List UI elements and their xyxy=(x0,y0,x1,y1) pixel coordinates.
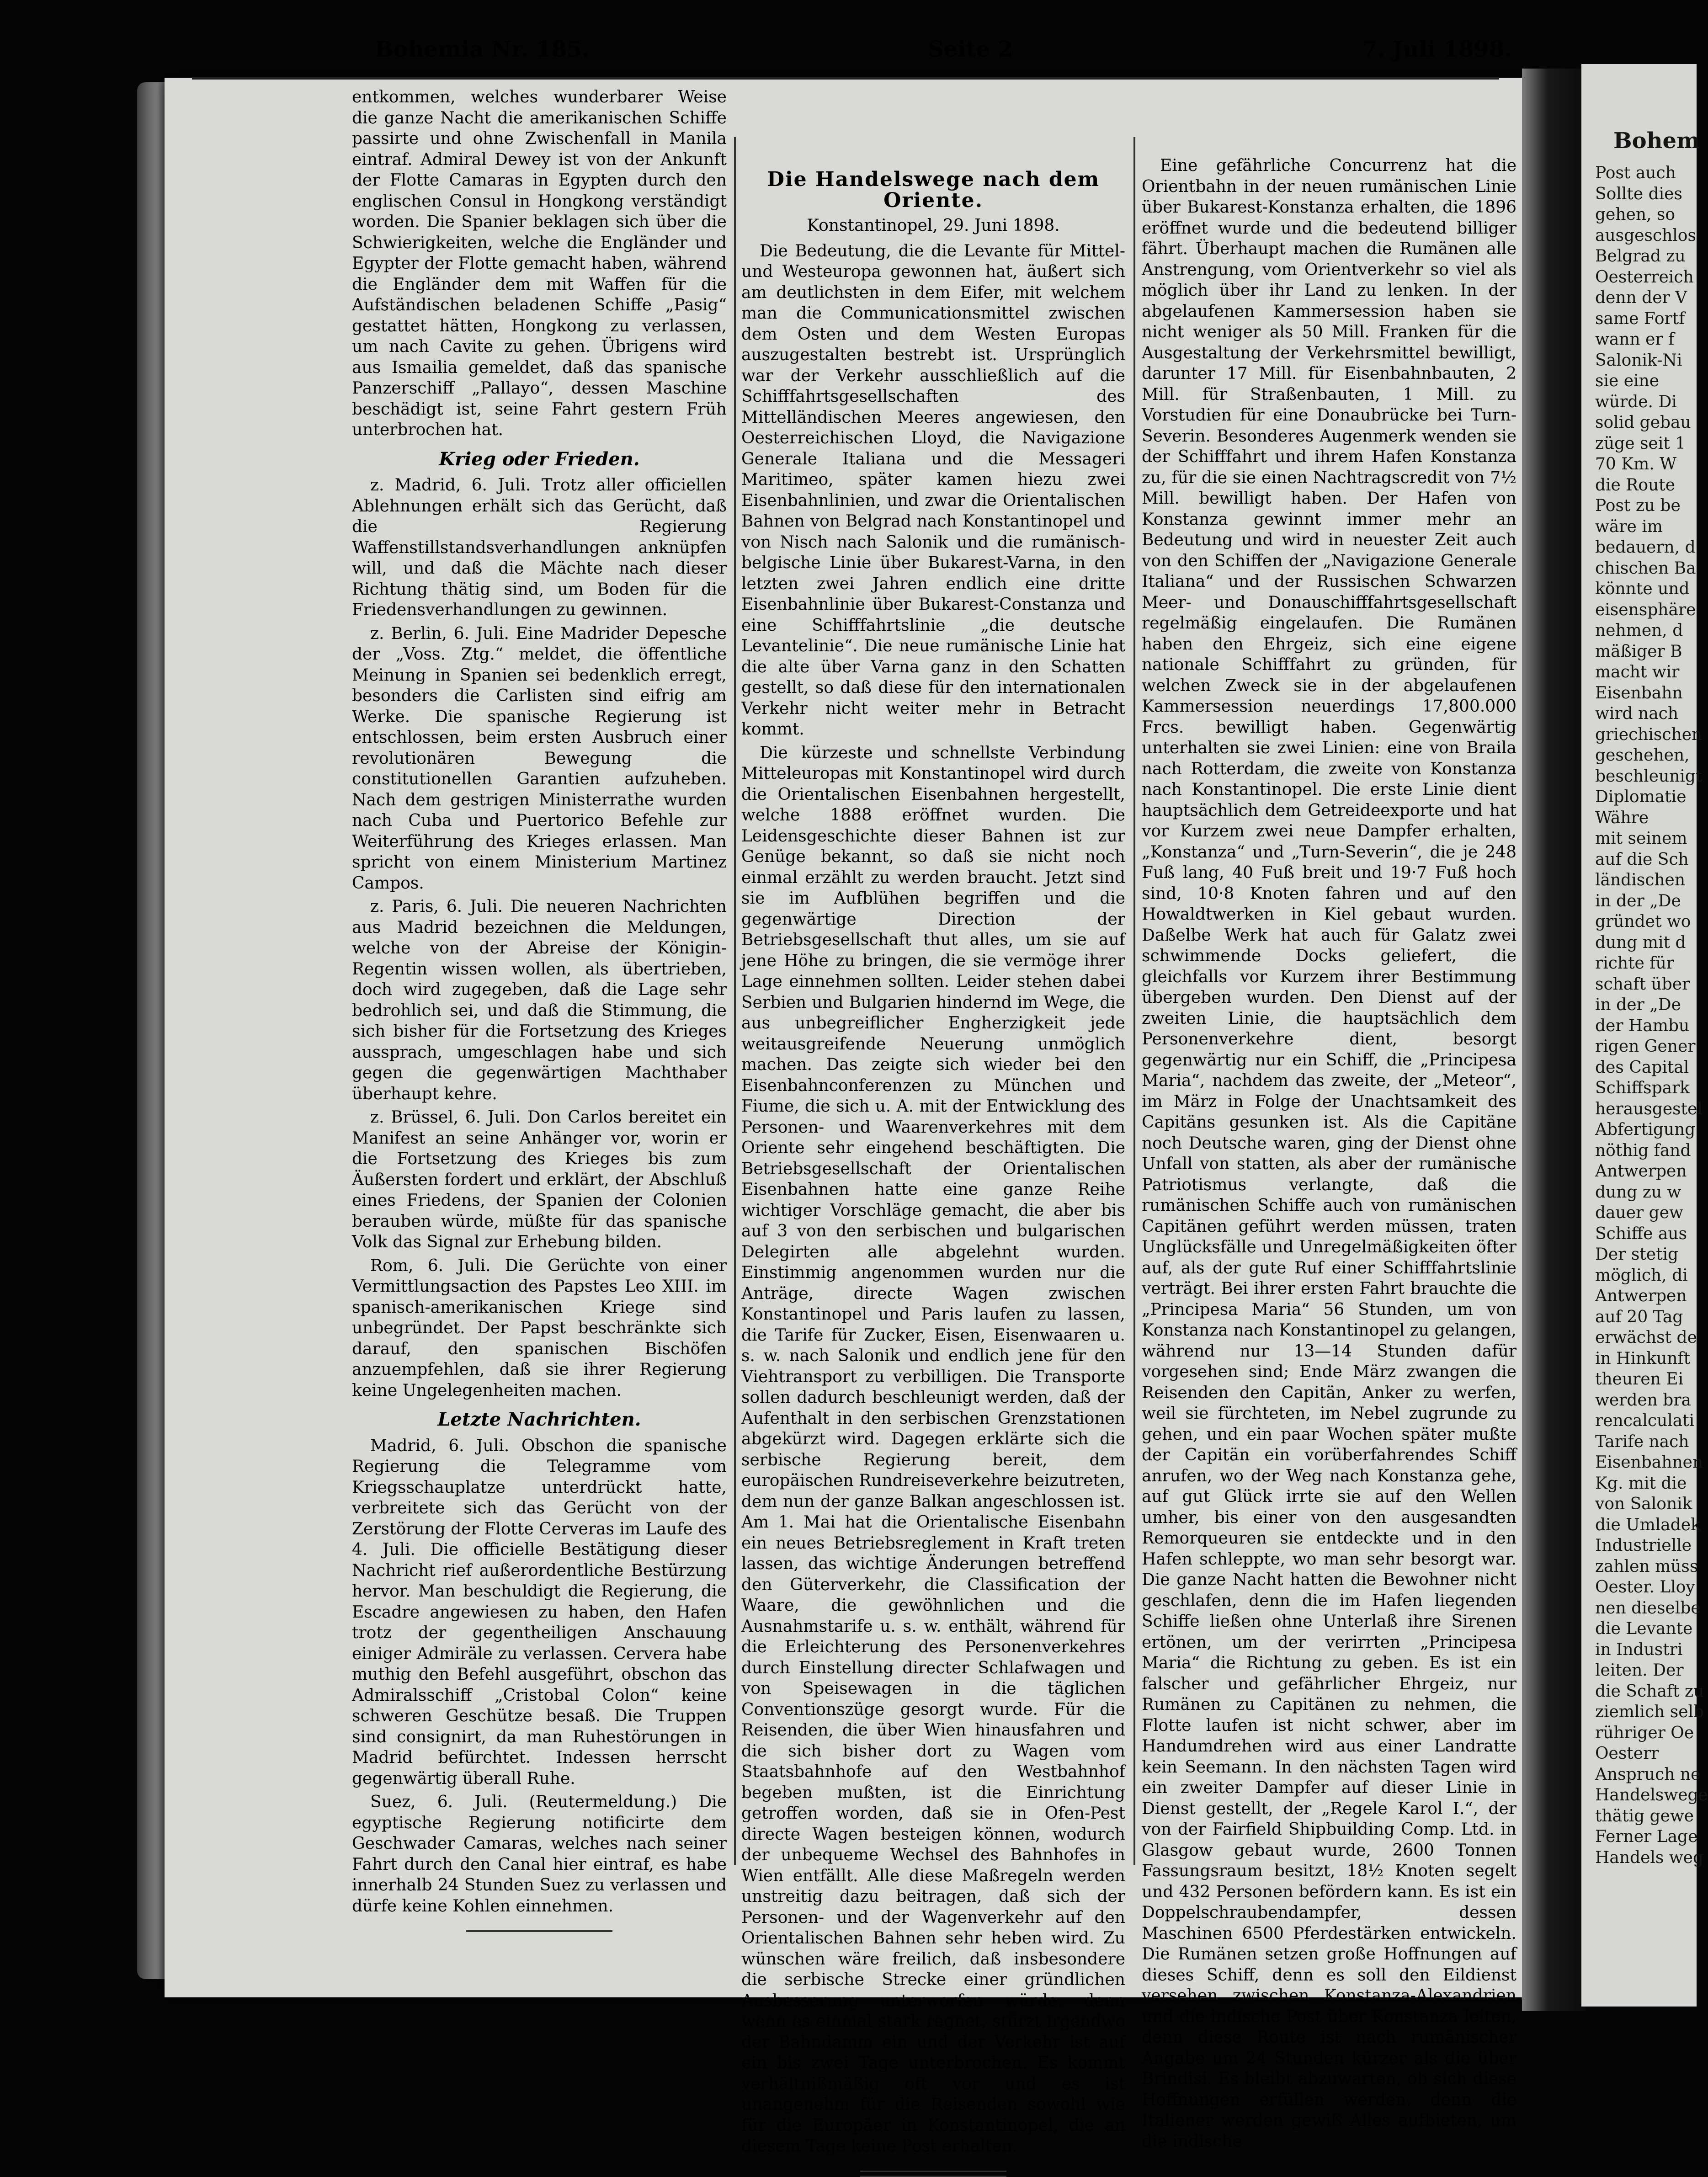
next-page-line: nen dieselbe xyxy=(1595,1598,1701,1618)
next-page-line: die Schaft zu xyxy=(1595,1682,1704,1701)
book-gutter xyxy=(1522,69,1586,2011)
next-page-line: geschehen, xyxy=(1595,746,1690,765)
next-page-line: solid gebau xyxy=(1595,413,1691,432)
next-page-line: erwächst de xyxy=(1595,1328,1697,1347)
next-page-line: Sollte dies xyxy=(1595,184,1682,203)
next-page-line: herausgestel xyxy=(1595,1099,1703,1118)
col1-paris: z. Paris, 6. Juli. Die neueren Nachrichten aus Madrid bezeichnen die Meldungen, welche von der Abreise der Königin-Regentin wissen wollen, als übertrieben, doch wird zugegeben, daß die Lage sehr bedrohlich sei, und daß die Stimmung, die sich bisher für die Fortsetzung des Krieges aussprach, umgeschlagen habe und sich gegen die gegenwärtigen Machthaber überhaupt kehre. xyxy=(352,897,727,1103)
col1-intro: entkommen, welches wunderbarer Weise die ganze Nacht die amerikanischen Schiffe passirte und ohne Zwischenfall in Manila eintraf. Admiral Dewey ist von der Ankunft der Flotte Camaras in Egypten durch den englischen Consul in Hongkong verständigt worden. Die Spanier beklagen sich über die Schwierigkeiten, welche die Engländer und Egypter der Flotte gemacht haben, während die Engländer dem mit Waffen für die Aufständischen beladenen Schiffe „Pasig“ gestattet hätten, Hongkong zu verlassen, um nach Cavite zu gehen. Übrigens wird aus Ismailia gemeldet, daß das spanische Panzerschiff „Pallayo“, dessen Maschine beschädigt ist, seine Fahrt gestern Früh unterbrochen hat. xyxy=(352,88,727,439)
next-page-line: dung zu w xyxy=(1595,1182,1681,1202)
article-dateline: Konstantinopel, 29. Juni 1898. xyxy=(807,216,1060,235)
next-page-line: dauer gew xyxy=(1595,1203,1683,1222)
next-page-line: ländischen xyxy=(1595,871,1686,889)
next-page-line: eisensphäre xyxy=(1595,600,1696,619)
col2-bedeutung: Die Bedeutung, die die Levante für Mittel- und Westeuropa gewonnen hat, äußert sich am deutlichsten in dem Eifer, mit welchem man die Communicationsmittel zwischen dem Osten und dem Westen Europas auszugestalten bestrebt ist. Ursprünglich war der Verkehr ausschließlich auf die Schifffahrtsgesellschaften des Mittelländischen Meeres angewiesen, den Oesterreichischen Lloyd, die Navigazione Generale Italiana und die Messageri Maritimeo, später kamen hiezu zwei Eisenbahnlinien, und zwar die Orientalischen Bahnen von Belgrad nach Konstantinopel und von Nisch nach Salonik und die rumänisch-belgische Linie über Bukarest-Varna, in den letzten zwei Jahren endlich eine dritte Eisenbahnlinie über Bukarest-Constanza und eine Schifffahrtslinie „die deutsche Levantelinie“. Die neue rumänische Linie hat die alte über Varna ganz in den Schatten gestellt, so daß diese für den internationalen Verkehr nicht weiter mehr in Betracht kommt. xyxy=(741,241,1125,739)
next-page-line: Post auch xyxy=(1595,164,1676,182)
next-page-line: chischen Ba xyxy=(1595,559,1696,578)
next-page-line: die Levante xyxy=(1595,1619,1693,1638)
next-page-line: zahlen müss xyxy=(1595,1557,1698,1576)
next-page-line: nehmen, d xyxy=(1595,621,1683,640)
next-page-line: griechischen xyxy=(1595,725,1703,744)
next-page-line: macht wir xyxy=(1595,663,1680,681)
next-page-line: Währe xyxy=(1595,808,1649,827)
next-page-line: mäßiger B xyxy=(1595,642,1682,661)
next-page-line: Antwerpen xyxy=(1595,1287,1687,1305)
next-page-column xyxy=(1581,163,1708,1868)
next-page-line: wird nach xyxy=(1595,704,1679,723)
next-page-line: Tarife nach xyxy=(1595,1432,1689,1451)
article-title: Die Handelswege nach dem Oriente. xyxy=(766,168,1100,212)
next-page-line: Anspruch ne xyxy=(1595,1765,1701,1784)
next-page-line: von Salonik xyxy=(1595,1495,1692,1513)
next-page-line: Diplomatie xyxy=(1595,788,1687,806)
next-page-line: Schiffspark xyxy=(1595,1079,1690,1097)
next-page-line: Belgrad zu xyxy=(1595,247,1686,266)
next-page-line: in der „De xyxy=(1595,891,1681,910)
next-page-line: auf die Sch xyxy=(1595,850,1689,869)
col1-rom: Rom, 6. Juli. Die Gerüchte von einer Vermittlungsaction des Papstes Leo XIII. im spanisch-amerikanischen Kriege sind unbegründet. Der Papst beschränkte sich darauf, den spanischen Bischöfen anzuempfehlen, daß sie ihrer Regierung keine Ungelegenheiten machen. xyxy=(352,1256,727,1400)
next-page-line: in der „De xyxy=(1595,995,1681,1014)
next-page-line: Industrielle xyxy=(1595,1536,1692,1555)
next-page-line: Schiffe aus xyxy=(1595,1224,1687,1243)
next-page-line: gründet wo xyxy=(1595,912,1691,931)
next-page-line: mit seinem xyxy=(1595,829,1687,848)
column-2 xyxy=(741,169,1125,2177)
next-page-line: 70 Km. W xyxy=(1595,455,1677,474)
next-page-line: same Fortf xyxy=(1595,309,1685,328)
column-end-rule xyxy=(466,1930,612,1932)
next-page-line: ausgeschlos xyxy=(1595,226,1696,245)
next-page-line: wann er f xyxy=(1595,330,1675,349)
next-page-line: könnte und xyxy=(1595,580,1690,598)
next-page-line: die Route xyxy=(1595,475,1676,495)
next-page-line: Eisenbahn xyxy=(1595,683,1683,703)
next-page-line: Der stetig xyxy=(1595,1245,1679,1264)
col1-suez: Suez, 6. Juli. (Reutermeldung.) Die egyptische Regierung notificirte dem Geschwader Camaras, welches nach seiner Fahrt durch den Canal hier eintraf, es habe innerhalb 24 Stunden Suez zu verlassen und dürfe keine Kohlen einnehmen. xyxy=(352,1793,727,1916)
heading-krieg-oder-frieden: Krieg oder Frieden. xyxy=(439,448,640,470)
next-page-line: theuren Ei xyxy=(1595,1370,1684,1389)
next-page-line: Handelswege xyxy=(1595,1786,1708,1804)
next-page-line: Oesterreich xyxy=(1595,267,1694,287)
heading-letzte-nachrichten: Letzte Nachrichten. xyxy=(437,1409,641,1430)
next-page-line: beschleunigt xyxy=(1595,766,1703,786)
column-1 xyxy=(352,87,727,1932)
next-page-line: Antwerpen xyxy=(1595,1162,1687,1181)
next-page-line: sie eine xyxy=(1595,372,1660,390)
next-page-line: die Umladek xyxy=(1595,1515,1701,1534)
col2-verbindung: Die kürzeste und schnellste Verbindung Mitteleuropas mit Konstantinopel wird durch die Orientalischen Eisenbahnen hergestellt, welche 1888 eröffnet wurden. Die Leidensgeschichte dieser Bahnen ist zur Genüge bekannt, so daß sie nicht noch einmal erzählt zu werden braucht. Jetzt sind sie im Aufblühen begriffen und die gegenwärtige Direction der Betriebsgesellschaft thut alles, um sie auf jene Höhe zu bringen, die sie vermöge ihrer Lage einnehmen sollten. Leider stehen dabei Serbien und Bulgarien hindernd im Wege, die aus unbegreiflicher Engherzigkeit jede weitausgreifende Neuerung unmöglich machen. Das zeigte sich wieder bei den Eisenbahnconferenzen zu München und Fiume, die sich u. A. mit der Entwicklung des Personen- und Waarenverkehres mit dem Oriente sehr eingehend beschäftigten. Die Betriebsgesellschaft der Orientalischen Eisenbahnen hatte eine ganze Reihe wichtiger Vorschläge gemacht, die aber bis auf 3 von den serbischen und bulgarischen Delegirten alle abgelehnt wurden. Einstimmig angenommen wurden nur die Anträge, directe Wagen zwischen Konstantinopel und Paris laufen zu lassen, die Tarife für Zucker, Eisen, Eisenwaaren u. s. w. nach Salonik und endlich jene für den Viehtransport zu verbilligen. Die Transporte sollen dadurch beschleunigt werden, daß der Aufenthalt in den serbischen Grenzstationen abgekürzt wird. Dagegen erklärte sich die serbische Regierung bereit, dem europäischen Rundreiseverkehre beizutreten, dem nun der ganze Balkan angeschlossen ist. Am 1. Mai hat die Orientalische Eisenbahn ein neues Betriebsreglement in Kraft treten lassen, das wichtige Änderungen betreffend den Güterverkehr, die Classification der Waare, die gewöhnlichen und die Ausnahmstarife u. s. w. enthält, während für die Erleichterung des Personenverkehres durch Einstellung directer Schlafwagen und von Speisewagen in die täglichen Conventionszüge gesorgt wurde. Für die Reisenden, die über Wien hinausfahren und die sich bisher dort zu Wagen vom Staatsbahnhofe auf den Westbahnhof begeben mußten, ist die Einrichtung getroffen worden, daß sie in Ofen-Pest directe Wagen besteigen können, wodurch der unbequeme Wechsel des Bahnhofes in Wien entfällt. Alle diese Maßregeln werden unstreitig dazu beitragen, daß sich der Personen- und der Wagenverkehr auf den Orientalischen Bahnen sehr heben wird. Zu wünschen wäre freilich, daß insbesondere die serbische Strecke einer gründlichen Ausbesserung unterworfen würde, denn wenn es einmal stark regnet, stürzt irgendwo der Bahndamm ein und der Verkehr ist auf ein bis zwei Tage unterbrochen. Es kommt verhältnißmäßig oft vor und es ist unangenehm für die Reisenden sowohl wie für die Europäer in Konstantinopel, die an diesem Tage keine Post erhalten. xyxy=(741,743,1125,2156)
header-rule xyxy=(192,77,1499,80)
next-page-line: wäre im xyxy=(1595,517,1663,536)
next-page-line: züge seit 1 xyxy=(1595,434,1686,453)
next-page-line: Ferner Lage xyxy=(1595,1827,1698,1846)
next-page-header: Bohem xyxy=(1613,128,1700,154)
next-page-line: Abfertigung xyxy=(1595,1120,1696,1139)
next-page-line: des Capital xyxy=(1595,1058,1689,1077)
next-page-line: Eisenbahnen xyxy=(1595,1453,1703,1472)
next-page-line: in Industri xyxy=(1595,1640,1683,1659)
col1-bruessel: z. Brüssel, 6. Juli. Don Carlos bereitet ein Manifest an seine Anhänger vor, worin er die Fortsetzung des Krieges bis zum Äußersten fordert und erklärt, der Abschluß eines Friedens, der Spanien der Colonien berauben würde, müßte für das spanische Volk das Signal zur Erhebung bilden. xyxy=(352,1108,727,1251)
next-page-line: auf 20 Tag xyxy=(1595,1307,1683,1326)
next-page-line: Salonik-Ni xyxy=(1595,351,1682,370)
next-page-line: thätig gewe xyxy=(1595,1806,1694,1826)
next-page-line: in Hinkunft xyxy=(1595,1349,1691,1368)
next-page-line: leiten. Der xyxy=(1595,1661,1684,1680)
next-page-line: dung mit d xyxy=(1595,933,1686,952)
column-divider xyxy=(734,137,736,1865)
next-page-fragment xyxy=(1581,64,1708,2007)
column-3 xyxy=(1142,155,1516,2155)
col1-berlin: z. Berlin, 6. Juli. Eine Madrider Depesche der „Voss. Ztg.“ meldet, die öffentliche Meinung in Spanien sei bedenklich erregt, besonders die Carlisten sind eifrig am Werke. Die spanische Regierung ist entschlossen, beim ersten Ausbruch einer revolutionären Bewegung die constitutionellen Garantien aufzuheben. Nach dem gestrigen Ministerrathe wurden nach Cuba und Puertorico Befehle zur Weiterführung des Krieges erlassen. Man spricht von einem Ministerium Martinez Campos. xyxy=(352,624,727,893)
col1-madrid-letzte: Madrid, 6. Juli. Obschon die spanische Regierung die Telegramme vom Kriegsschauplatze unterdrückt hatte, verbreitete sich das Gerücht von der Zerstörung der Flotte Cerveras im Laufe des 4. Juli. Die officielle Bestätigung dieser Nachricht rief außerordentliche Bestürzung hervor. Man beschuldigt die Regierung, die Escadre angewiesen zu haben, den Hafen trotz der gegentheiligen Anschauung einiger Admiräle zu verlassen. Cervera habe muthig den Befehl ausgeführt, obschon das Admiralsschiff „Cristobal Colon“ keine schweren Geschütze besaß. Die Truppen sind consignirt, da man Ruhestörungen in Madrid befürchtet. Indessen herrscht gegenwärtig überall Ruhe. xyxy=(352,1436,727,1788)
next-page-line: der Hambu xyxy=(1595,1016,1690,1035)
next-page-line: nöthig fand xyxy=(1595,1141,1691,1160)
column-divider xyxy=(1133,137,1135,1865)
next-page-line: werden bra xyxy=(1595,1390,1692,1410)
next-page-line: gehen, so xyxy=(1595,205,1676,224)
next-page-line: ziemlich selb xyxy=(1595,1703,1704,1721)
next-page-line: schaft über xyxy=(1595,974,1690,994)
col3-concurrenz: Eine gefährliche Concurrenz hat die Orientbahn in der neuen rumänischen Linie über Bukarest-Konstanza erhalten, die 1896 eröffnet wurde und die bedeutend billiger fährt. Überhaupt machen die Rumänen alle Anstrengung, vom Orientverkehr so viel als möglich über ihr Land zu lenken. In der abgelaufenen Kammersession haben sie nicht weniger als 50 Mill. Franken für die Ausgestaltung der Verkehrsmittel bewilligt, darunter 17 Mill. für Eisenbahnbauten, 2 Mill. für Straßenbauten, 1 Mill. zu Vorstudien für eine Donaubrücke bei Turn-Severin. Besonderes Augenmerk wenden sie der Schifffahrt und ihrem Hafen Konstanza zu, für die sie einen Nachtragscredit von 7½ Mill. bewilligt haben. Der Hafen von Konstanza gewinnt immer mehr an Bedeutung und wird in neuester Zeit auch von den Schiffen der „Navigazione Generale Italiana“ und der Russischen Schwarzen Meer- und Donauschifffahrtsgesellschaft regelmäßig eingelaufen. Die Rumänen haben den Ehrgeiz, sich eine eigene nationale Schifffahrt zu gründen, für welchen Zweck sie in der abgelaufenen Kammersession neuerdings 17,800.000 Frcs. bewilligt haben. Gegenwärtig unterhalten sie zwei Linien: eine von Braila nach Rotterdam, die zweite von Konstanza nach Konstantinopel. Die erste Linie dient hauptsächlich dem Getreideexporte und hat vor Kurzem zwei neue Dampfer erhalten, „Konstanza“ und „Turn-Severin“, die je 248 Fuß lang, 40 Fuß breit und 19·7 Fuß hoch sind, 10·8 Knoten fahren und auf den Howaldtwerken in Kiel gebaut wurden. Daßelbe Werk hat auch für Galatz zwei schwimmende Docks geliefert, die gleichfalls vor Kurzem ihrer Bestimmung übergeben wurden. Den Dienst auf der zweiten Linie, die hauptsächlich dem Personenverkehre dient, besorgt gegenwärtig nur ein Schiff, die „Principesa Maria“, nachdem das zweite, der „Meteor“, im März in Folge der Unachtsamkeit des Capitäns gesunken ist. Als die Capitäne noch Deutsche waren, ging der Dienst ohne Unfall von statten, als aber der rumänische Patriotismus verlangte, daß die rumänischen Schiffe auch von rumänischen Capitänen geführt werden müssen, traten Unglücksfälle und Unregelmäßigkeiten öfter auf, als der gute Ruf einer Schifffahrtslinie verträgt. Bei ihrer ersten Fahrt brauchte die „Principesa Maria“ 56 Stunden, um von Konstanza nach Konstantinopel zu gelangen, während nur 13—14 Stunden dafür vorgesehen sind; Ende März zwangen die Reisenden den Capitän, Anker zu werfen, weil sie fürchteten, im Nebel zugrunde zu gehen, und ein paar Wochen später mußte der Capitän ein vorüberfahrendes Schiff anrufen, wo der Weg nach Konstanza gehe, auf gut Glück irrte sie auf den Wellen umher, bis einer von den ausgesandten Remorqueuren sie entdeckte und in den Hafen schleppte, wo man sehr besorgt war. Die ganze Nacht hatten die Bewohner nicht geschlafen, denn die im Hafen liegenden Schiffe ließen ohne Unterlaß ihre Sirenen ertönen, um der verirrten „Principesa Maria“ die Richtung zu geben. Es ist ein falscher und gefährlicher Ehrgeiz, nur Rumänen zu Capitänen zu nehmen, die Flotte laufen ist nicht schwer, aber im Handumdrehen wird aus einer Landratte kein Seemann. In den nächsten Tagen wird ein zweiter Dampfer auf dieser Linie in Dienst gestellt, der „Regele Karol I.“, der von der Fairfield Shipbuilding Comp. Ltd. in Glasgow gebaut wurde, 2600 Tonnen Fassungsraum besitzt, 18½ Knoten segelt und 432 Personen befördern kann. Es ist ein Doppelschraubendampfer, dessen Maschinen 6500 Pferdestärken entwickeln. Die Rumänen setzen große Hoffnungen auf dieses Schiff, denn es soll den Eildienst versehen zwischen Konstanza-Alexandrien und die indische Post über Konstanza leiten, denn diese Route ist nach rumänischer Angabe um 24 Stunden kürzer als die über Brindisi. Es bleibt abzuwarten, ob sich diese Hoffnungen erfüllen werden, denn die Italiener werden gewiß Alles aufbieten, um die indische xyxy=(1142,156,1516,2151)
next-page-line: rühriger Oe xyxy=(1595,1723,1694,1742)
header-date: 7. Juli 1898. xyxy=(1362,37,1512,62)
col1-madrid: z. Madrid, 6. Juli. Trotz aller officiellen Ablehnungen erhält sich das Gerücht, daß die Regierung Waffenstillstandsverhandlungen anknüpfen will, und daß die Mächte nach dieser Richtung thätig sind, um Boden für die Friedensverhandlungen zu gewinnen. xyxy=(352,476,727,619)
next-page-line: Oesterr xyxy=(1595,1744,1659,1763)
next-page-line: würde. Di xyxy=(1595,392,1677,411)
next-page-line: bedauern, d xyxy=(1595,538,1696,557)
next-page-line: richte für xyxy=(1595,954,1675,973)
header-page-number: Seite 2 xyxy=(928,37,1013,62)
next-page-line: Post zu be xyxy=(1595,496,1681,515)
next-page-line: rencalculati xyxy=(1595,1411,1695,1430)
article-end-rule xyxy=(860,2171,1006,2177)
next-page-line: Oester. Lloy xyxy=(1595,1578,1695,1597)
next-page-line: möglich, di xyxy=(1595,1266,1688,1285)
next-page-line: Handels weg xyxy=(1595,1848,1703,1867)
next-page-line: Kg. mit die xyxy=(1595,1474,1687,1493)
header-publication: Bohemia Nr. 185. xyxy=(375,37,590,62)
next-page-line: rigen Gener xyxy=(1595,1037,1696,1056)
next-page-line: denn der V xyxy=(1595,288,1687,307)
